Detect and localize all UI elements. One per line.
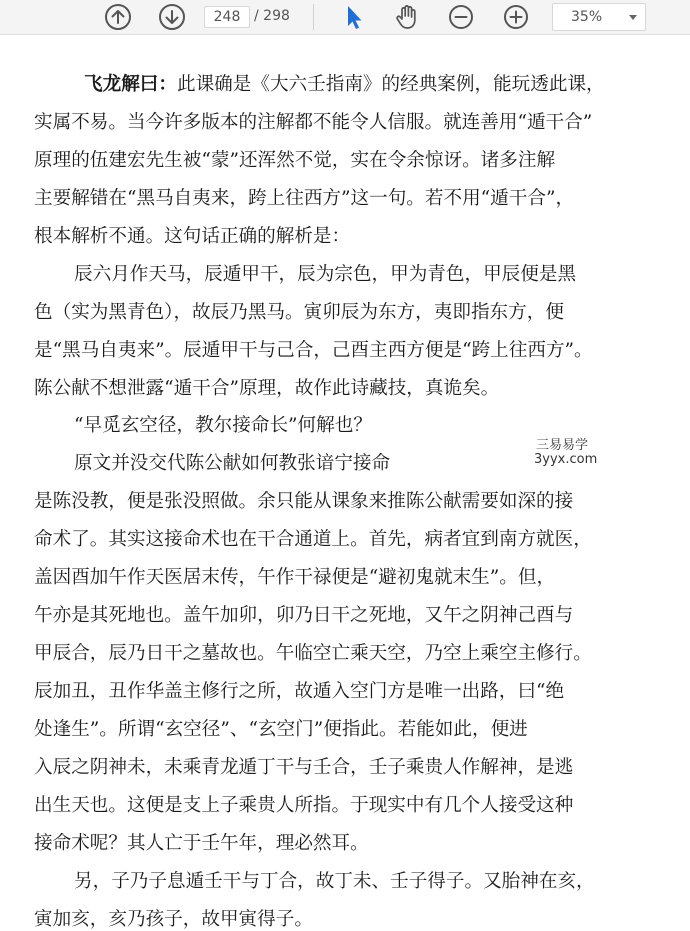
- text-line: 午亦是其死地也。盖午加卯，卯乃日干之死地，又午之阴神己酉与: [34, 605, 574, 626]
- text-line: 是“黑马自夷来”。辰遁甲干与己合，己酉主西方便是“跨上往西方”。: [34, 340, 593, 361]
- page-total-label: / 298: [254, 8, 290, 24]
- pdf-toolbar: [0, 0, 690, 35]
- arrow-down-circle-icon[interactable]: [157, 2, 187, 32]
- text-line: 盖因酉加午作天医居末传，午作干禄便是“避初鬼就末生”。但，: [34, 567, 556, 588]
- watermark-url: 3yyx.com: [534, 452, 598, 467]
- text-line: 原理的伍建宏先生被“蒙”还浑然不觉，实在令余惊讶。诸多注解: [34, 150, 556, 171]
- text-line: 出生天也。这便是支上子乘贵人所指。于现实中有几个人接受这种: [34, 795, 574, 816]
- text-line: [84, 74, 605, 96]
- text-line: 辰六月作天马，辰遁甲干，辰为宗色，甲为青色，甲辰便是黑: [74, 264, 577, 285]
- text-line: 陈公献不想泄露“遁干合”原理，故作此诗藏技，真诡矣。: [34, 378, 500, 399]
- zoom-in-icon[interactable]: [501, 2, 531, 32]
- text-line: 根本解析不通。这句话正确的解析是：: [34, 226, 351, 247]
- lead-bold-label: 飞龙解曰：: [84, 74, 177, 95]
- zoom-out-icon[interactable]: [446, 2, 476, 32]
- text-line: 命术了。其实这接命术也在干合通道上。首先，病者宜到南方就医，: [34, 529, 592, 550]
- toolbar-divider: [313, 4, 314, 30]
- text-line: 接命术呢？其人亡于壬午年，理必然耳。: [34, 833, 369, 854]
- text-line: 处逢生”。所谓“玄空径”、“玄空门”便指此。若能如此，便进: [34, 719, 528, 740]
- page-number-input[interactable]: 248: [204, 6, 250, 28]
- arrow-up-circle-icon[interactable]: [103, 2, 133, 32]
- text-line: 辰加丑，丑作华盖主修行之所，故遁入空门方是唯一出路，曰“绝: [34, 681, 565, 702]
- text-line: 是陈没教，便是张没照做。余只能从课象来推陈公献需要如深的接: [34, 491, 574, 512]
- text-line: 甲辰合，辰乃日干之墓故也。午临空亡乘天空，乃空上乘空主修行。: [34, 643, 592, 664]
- watermark: [520, 434, 670, 470]
- text-line-span: 此课确是《大六壬指南》的经典案例，能玩透此课，: [176, 74, 605, 95]
- text-line: 实属不易。当今许多版本的注解都不能令人信服。就连善用“遁干合”: [34, 112, 593, 133]
- zoom-select[interactable]: [552, 3, 646, 31]
- watermark-title: 三易易学: [536, 438, 589, 453]
- text-line: 主要解错在“黑马自夷来，跨上往西方”这一句。若不用“遁干合”，: [34, 188, 575, 209]
- text-line: “早觅玄空径，教尔接命长”何解也？: [74, 415, 372, 436]
- text-line: 另，子乃子息遁壬干与丁合，故丁未、壬子得子。又胎神在亥，: [74, 871, 595, 892]
- chevron-down-icon: [629, 15, 637, 20]
- hand-pan-icon[interactable]: [392, 2, 422, 32]
- text-line: 寅加亥，亥乃孩子，故甲寅得子。: [34, 909, 313, 930]
- cursor-arrow-icon[interactable]: [338, 2, 368, 32]
- text-line: 色（实为黑青色），故辰乃黑马。寅卯辰为东方，夷即指东方，便: [34, 302, 564, 323]
- zoom-value: 35%: [571, 9, 603, 25]
- text-line: 入辰之阴神未，未乘青龙遁丁干与壬合，壬子乘贵人作解神，是逃: [34, 757, 574, 778]
- text-line: 原文并没交代陈公献如何教张谙宁接命: [74, 453, 391, 474]
